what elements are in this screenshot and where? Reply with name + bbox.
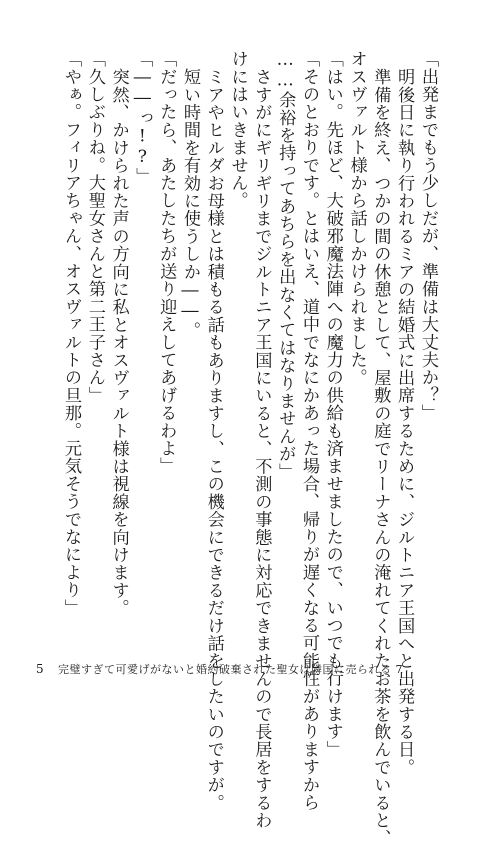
text-line: 「――っ!?」 [132,50,153,186]
text-line: さすがにギリギリまでジルトニア王国にいると、不測の事態に対応できませんので長居をするわ [251,68,272,830]
text-line: 短い時間を有効に使うしか――。 [179,68,200,340]
text-line: 明後日に執り行われるミアの結婚式に出席するために、ジルトニア王国へと出発する日。 [394,68,415,776]
text-line: 「久しぶりね。大聖女さんと第二王子さん」 [84,50,105,404]
text-line: 「だったら、あたしたちが送り迎えしてあげるわよ」 [156,50,177,475]
text-line: 準備を終え、つかの間の休憩として、屋敷の庭でリーナさんの淹れてくれたお茶を飲んでいると、 [370,68,391,847]
text-line: 「出発までもう少しだが、準備は大丈夫か？」 [417,50,438,422]
text-line: オスヴァルト様から話しかけられました。 [346,50,367,387]
text-line: 突然、かけられた声の方向に私とオスヴァルト様は視線を向けます。 [108,68,129,617]
text-line: 「やぁ。フィリアちゃん、オスヴァルトの旦那。元気そうでなにより」 [61,50,81,617]
text-line: けにはいきません。 [227,50,248,210]
text-line: 「そのとおりです。とはいえ、道中でなにかあった場合、帰りが遅くなる可能性がありますから [298,50,319,812]
text-line: ミアやヒルダお母様とは積もる話もありますし、この機会にできるだけ話をしたいのですが。 [203,68,224,812]
text-line: ……余裕を持ってあちらを出なくてはなりませんが」 [275,50,296,481]
text-line: 「はい。先ほど、大破邪魔法陣への魔力の供給も済ませましたので、いつでも行けます」 [322,50,343,758]
book-title: 完璧すぎて可愛げがないと婚約破棄された聖女は隣国に売られる 7 [58,663,403,676]
page-footer [36,661,403,677]
page-number: 5 [36,662,44,676]
